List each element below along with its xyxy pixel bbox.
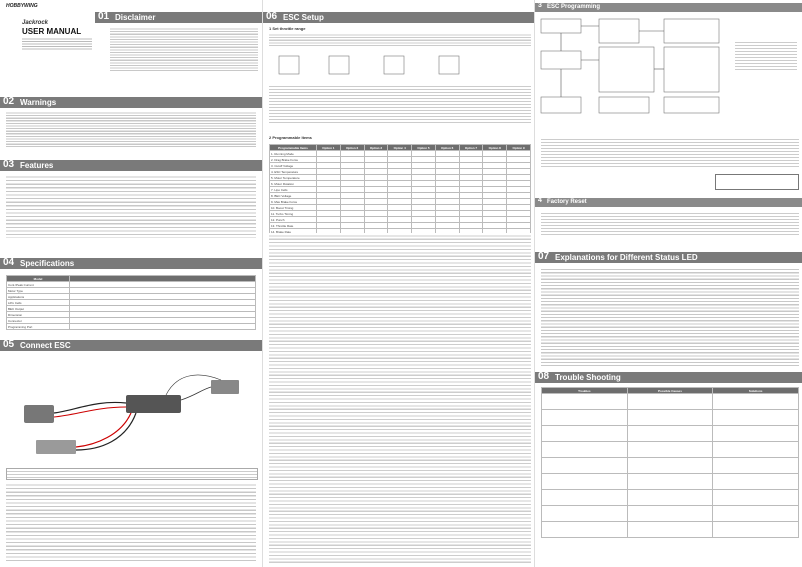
trouble-row [542, 490, 799, 506]
prog-row-label: 3. Cutoff Voltage [270, 163, 317, 169]
trouble-cell [542, 506, 628, 522]
prog-row-label: 9. Max Brake Force [270, 199, 317, 205]
trouble-cell [713, 442, 799, 458]
spec-row-label: Applications [7, 294, 70, 300]
prog-header: Option 1 [317, 145, 341, 151]
brand-logo: HOBBYWING [6, 3, 38, 9]
trouble-cell [542, 410, 628, 426]
trouble-row [542, 506, 799, 522]
trouble-header: Troubles [542, 388, 628, 394]
trouble-cell [542, 490, 628, 506]
trouble-cell [542, 522, 628, 538]
throttle-range-title: 1 Set throttle range [269, 26, 306, 31]
trouble-cell [542, 458, 628, 474]
programmable-items-title: 2 Programmable Items [269, 135, 312, 140]
prog-header: Option 2 [340, 145, 364, 151]
prog-row-label: 5. Motor Temperature [270, 175, 317, 181]
section-header-esc-programming: 3 ESC Programming [535, 3, 802, 12]
trouble-cell [627, 458, 713, 474]
trouble-cell [713, 506, 799, 522]
wiring-diagram [6, 355, 256, 460]
trouble-row [542, 522, 799, 538]
spec-row-label: BEC Output [7, 306, 70, 312]
throttle-range-text [269, 33, 531, 47]
trouble-cell [713, 410, 799, 426]
programming-side-note [735, 40, 797, 72]
trouble-row [542, 458, 799, 474]
trouble-cell [627, 522, 713, 538]
section-header-esc-setup: 06 ESC Setup [263, 12, 534, 23]
trouble-cell [627, 490, 713, 506]
spec-row-label: Programming Port [7, 324, 70, 330]
trouble-cell [627, 506, 713, 522]
spec-header-model: Model [7, 276, 70, 282]
trouble-cell [713, 522, 799, 538]
prog-header: Option 4 [388, 145, 412, 151]
trouble-cell [627, 442, 713, 458]
prog-row-label: 11. Turbo Timing [270, 211, 317, 217]
features-text [6, 174, 256, 238]
trouble-cell [627, 410, 713, 426]
spec-row-label: Dimension [7, 312, 70, 318]
prog-header: Option 3 [364, 145, 388, 151]
trouble-row [542, 442, 799, 458]
section-header-factory-reset: 4 Factory Reset [535, 198, 802, 207]
trouble-cell [542, 426, 628, 442]
trouble-row [542, 426, 799, 442]
connect-note-box [6, 468, 258, 480]
program-card-note [715, 174, 799, 190]
trouble-cell [627, 474, 713, 490]
prog-row-label: 12. Punch [270, 217, 317, 223]
prog-row-label: 13. Throttle Rate [270, 223, 317, 229]
trouble-header: Solutions [713, 388, 799, 394]
prog-header: Option 9 [507, 145, 531, 151]
cover-subtitle [22, 37, 92, 51]
trouble-cell [713, 490, 799, 506]
prog-header: Programmable Items [270, 145, 317, 151]
program-card-text [541, 137, 799, 167]
prog-header: Option 5 [412, 145, 436, 151]
spec-row-label: Cont./Peak Current [7, 282, 70, 288]
prog-row-label: 1. Running Mode [270, 151, 317, 157]
section-header-connect-esc: 05 Connect ESC [0, 340, 262, 351]
trouble-cell [627, 394, 713, 410]
battery [36, 440, 76, 454]
spec-row-label: Motor Type [7, 288, 70, 294]
section-header-specifications: 04 Specifications [0, 258, 262, 269]
trouble-cell [542, 442, 628, 458]
trouble-row [542, 394, 799, 410]
prog-header: Option 7 [459, 145, 483, 151]
connect-text [6, 482, 256, 562]
section-header-status-led: 07 Explanations for Different Status LED [535, 252, 802, 263]
prog-row-label: 7. Lipo Cells [270, 187, 317, 193]
trouble-cell [713, 474, 799, 490]
warnings-text [6, 111, 256, 147]
manual-title: USER MANUAL [22, 27, 82, 36]
trouble-cell [542, 474, 628, 490]
section-header-warnings: 02 Warnings [0, 97, 262, 108]
programmable-explanations [269, 233, 531, 563]
trouble-table [541, 387, 799, 538]
disclaimer-text [110, 27, 258, 71]
trouble-row [542, 474, 799, 490]
prog-header: Option 8 [483, 145, 507, 151]
trouble-cell [627, 426, 713, 442]
panel-right [534, 0, 802, 567]
panel-left [0, 0, 262, 567]
section-header-disclaimer: 01 Disclaimer [95, 12, 262, 23]
prog-row-label: 8. BEC Voltage [270, 193, 317, 199]
motor [24, 405, 54, 423]
spec-table [6, 275, 256, 330]
trouble-cell [713, 394, 799, 410]
factory-reset-text [541, 211, 799, 237]
product-name: Jackrock [22, 20, 49, 26]
spec-row-value [70, 324, 256, 330]
prog-row-label: 14. Brake Rate [270, 229, 317, 235]
prog-header: Option 6 [435, 145, 459, 151]
trouble-cell [542, 394, 628, 410]
programming-flowchart [539, 17, 729, 127]
prog-row-label: 6. Motor Rotation [270, 181, 317, 187]
prog-row-label: 4. ESC Temperature [270, 169, 317, 175]
section-header-trouble-shooting: 08 Trouble Shooting [535, 372, 802, 383]
trouble-cell [713, 458, 799, 474]
esc-body [126, 395, 181, 413]
spec-row-label: LiPo Cells [7, 300, 70, 306]
programmable-table [269, 144, 531, 235]
throttle-steps-text [269, 84, 531, 124]
panel-middle [262, 0, 534, 567]
prog-row-label: 2. Drag Brake Force [270, 157, 317, 163]
section-header-features: 03 Features [0, 160, 262, 171]
throttle-diagrams [269, 50, 529, 80]
receiver [211, 380, 239, 394]
trouble-row [542, 410, 799, 426]
prog-row-label: 10. Boost Timing [270, 205, 317, 211]
spec-row-label: Connector [7, 318, 70, 324]
trouble-header: Possible Causes [627, 388, 713, 394]
trouble-cell [713, 426, 799, 442]
status-led-text [541, 267, 799, 367]
